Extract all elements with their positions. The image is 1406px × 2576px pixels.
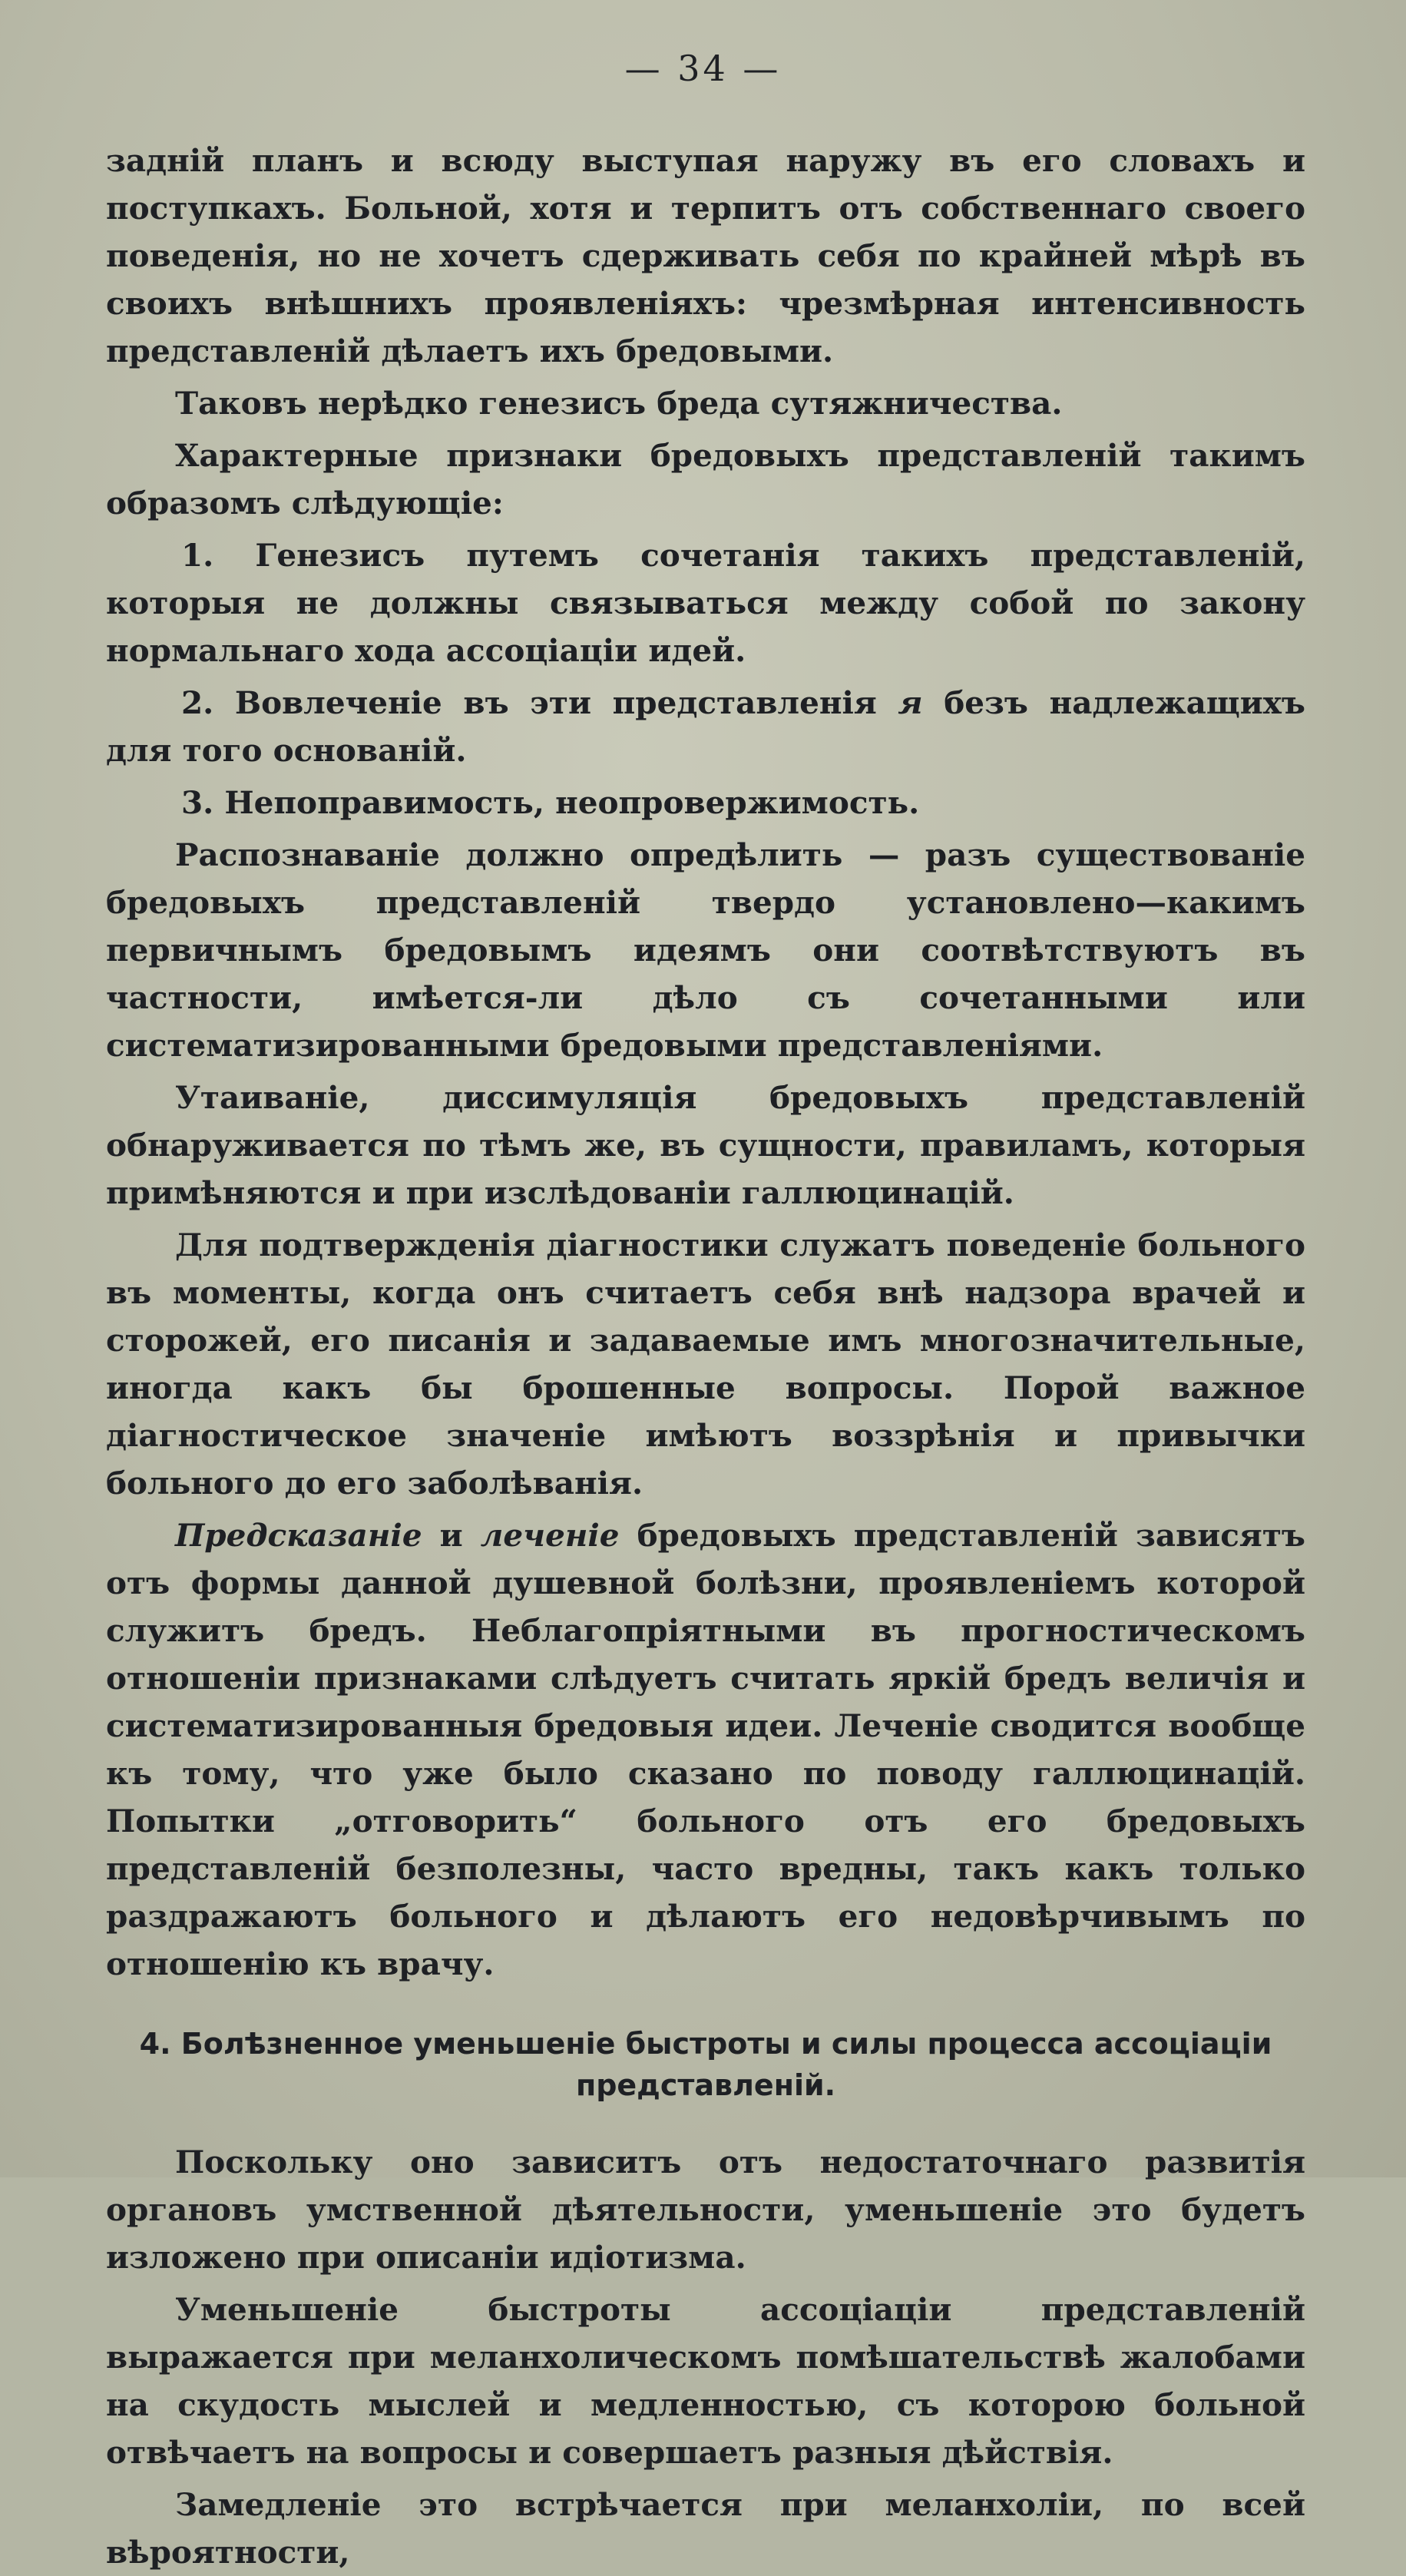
paragraph [106,1511,1305,1988]
section-heading: 4. Болѣзненное уменьшеніе быстроты и силы процесса ассоціаціи представленій. [139,2027,1272,2102]
list-item: 3. Непоправимость, неопровержимость. [181,784,920,821]
paragraph: Характерные признаки бредовыхъ представленій такимъ образомъ слѣдующіе: [106,437,1305,521]
paragraph-text: и [422,1517,481,1554]
emphasis: Предсказаніе [175,1517,422,1554]
paragraph: Поскольку оно зависитъ отъ недостаточнаго развитія органовъ умственной дѣятельности, уменьшеніе это будетъ изложено при описаніи идіотизма. [106,2144,1305,2276]
page-body [106,137,1305,2576]
list-item-text: 2. Вовлеченіе въ эти представленія [181,684,898,721]
emphasis: я [898,684,923,721]
paragraph: Распознаваніе должно опредѣлить — разъ существованіе бредовыхъ представленій твердо установлено—какимъ первичнымъ бредовымъ идеямъ они соотвѣтствуютъ въ частности, имѣется-ли дѣло съ сочетанными или систематизированными бредовыми представленіями. [106,836,1305,1064]
list-item-text: безъ надлежащихъ для того основаній. [106,684,1305,769]
paragraph: Замедленіе это встрѣчается при меланхоліи, по всей вѣроятности, [106,2486,1305,2571]
page-number: — 34 — [624,48,782,89]
list-item: 1. Генезисъ путемъ сочетанія такихъ представленій, которыя не должны связываться между собой по закону нормальнаго хода ассоціаціи идей. [106,537,1305,669]
paragraph: Уменьшеніе быстроты ассоціаціи представленій выражается при меланхолическомъ помѣшательствѣ жалобами на скудость мыслей и медленностью, съ которою больной отвѣчаетъ на вопросы и совершаетъ разныя дѣйствія. [106,2291,1305,2471]
emphasis: леченіе [480,1517,620,1554]
paragraph: Утаиваніе, диссимуляція бредовыхъ представленій обнаруживается по тѣмъ же, въ сущности, правиламъ, которыя примѣняются и при изслѣдованіи галлюцинацій. [106,1079,1305,1211]
paragraph: Таковъ нерѣдко генезисъ бреда сутяжничества. [175,385,1063,422]
paragraph-text: бредовыхъ представленій зависятъ отъ формы данной душевной болѣзни, проявленіемъ которой служитъ бредъ. Неблагопріятными въ прогностическомъ отношеніи признаками слѣдуетъ считать яркій бредъ величія и систематизированныя бредовыя идеи. Леченіе сводится вообще къ тому, что уже было сказано по поводу галлюцинацій. Попытки „отговорить“ больного отъ его бредовыхъ представленій безполезны, часто вредны, такъ какъ только раздражаютъ больного и дѣлаютъ его недовѣрчивымъ по отношенію къ врачу. [106,1517,1305,1982]
paragraph: задній планъ и всюду выступая наружу въ его словахъ и поступкахъ. Больной, хотя и терпитъ отъ собственнаго своего поведенія, но не хочетъ сдерживать себя по крайней мѣрѣ въ своихъ внѣшнихъ проявленіяхъ: чрезмѣрная интенсивность представленій дѣлаетъ ихъ бредовыми. [106,142,1305,369]
paragraph: Для подтвержденія діагностики служатъ поведеніе больного въ моменты, когда онъ считаетъ себя внѣ надзора врачей и сторожей, его писанія и задаваемые имъ многозначительные, иногда какъ бы брошенные вопросы. Порой важное діагностическое значеніе имѣютъ воззрѣнія и привычки больного до его заболѣванія. [106,1227,1305,1502]
list-item [106,679,1305,774]
